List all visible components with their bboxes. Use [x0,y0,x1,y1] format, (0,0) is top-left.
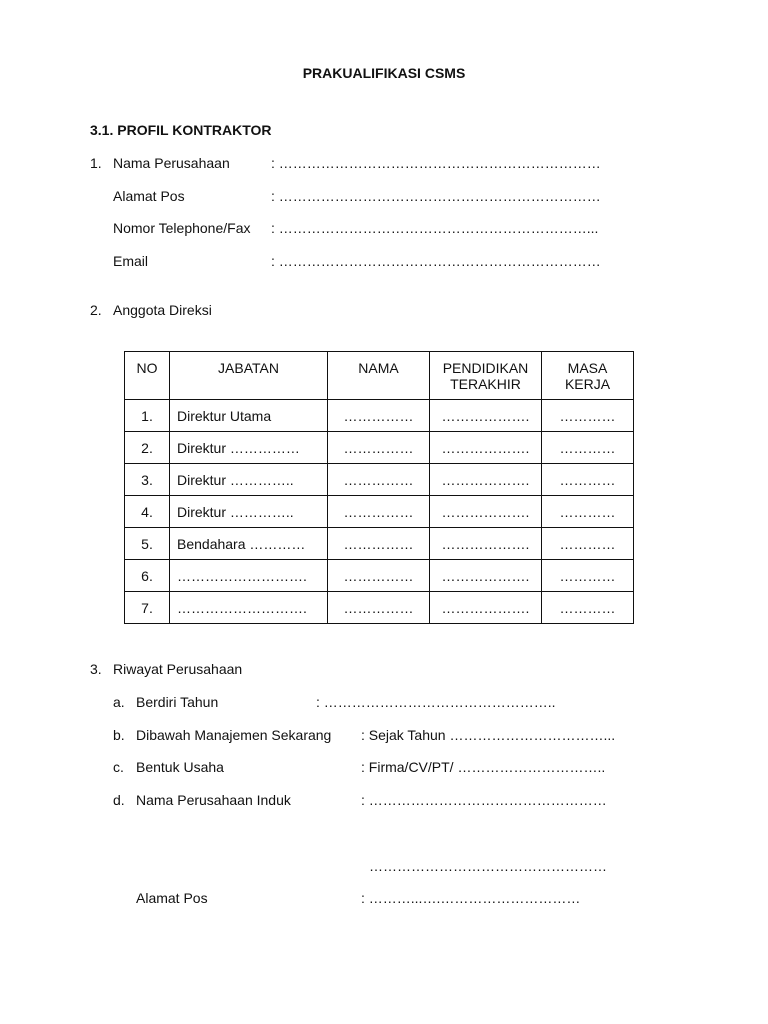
cell-pendidikan[interactable]: ………………. [430,560,542,592]
table-header-row [125,352,634,400]
cell-nama[interactable]: …………… [328,528,430,560]
header-nama: NAMA [328,352,430,400]
manajemen-sekarang-label: Dibawah Manajemen Sekarang [136,727,332,743]
page-title: PRAKUALIFIKASI CSMS [302,65,466,81]
perusahaan-induk-label: Nama Perusahaan Induk [136,792,291,808]
cell-nama[interactable]: …………… [328,592,430,624]
header-pendidikan-terakhir: PENDIDIKAN TERAKHIR [430,352,542,400]
cell-pendidikan[interactable]: ………………. [430,464,542,496]
cell-nama[interactable]: …………… [328,464,430,496]
cell-nama[interactable]: …………… [328,432,430,464]
cell-masa-kerja[interactable]: ………… [542,528,634,560]
item-1-number: 1. [90,155,102,171]
subitem-b-letter: b. [113,727,125,743]
table-row [125,432,634,464]
cell-masa-kerja[interactable]: ………… [542,592,634,624]
cell-no: 2. [125,432,170,464]
table-row [125,592,634,624]
cell-no: 4. [125,496,170,528]
cell-nama[interactable]: …………… [328,496,430,528]
cell-nama[interactable]: …………… [328,400,430,432]
table-row [125,560,634,592]
berdiri-tahun-label: Berdiri Tahun [136,694,219,710]
item-3-number: 3. [90,661,102,677]
subitem-a-letter: a. [113,694,125,710]
cell-no: 7. [125,592,170,624]
table-row [125,496,634,528]
header-no: NO [125,352,170,400]
telephone-fax-field[interactable]: : …………………………………………………………... [271,220,599,236]
table-row [125,400,634,432]
cell-jabatan[interactable]: Bendahara ………… [170,528,328,560]
manajemen-sekarang-field[interactable]: : Sejak Tahun ……………………………... [361,727,616,743]
alamat-pos-induk-field[interactable]: : ………...….………………………… [361,890,581,906]
cell-no: 1. [125,400,170,432]
email-label: Email [113,253,149,269]
cell-jabatan[interactable]: Direktur ………….. [170,496,328,528]
cell-jabatan[interactable]: ………………………. [170,592,328,624]
header-jabatan: JABATAN [170,352,328,400]
nama-perusahaan-field[interactable]: : …………………………………………………………… [271,155,601,171]
cell-pendidikan[interactable]: ………………. [430,496,542,528]
cell-masa-kerja[interactable]: ………… [542,560,634,592]
cell-nama[interactable]: …………… [328,560,430,592]
cell-masa-kerja[interactable]: ………… [542,464,634,496]
cell-pendidikan[interactable]: ………………. [430,592,542,624]
cell-no: 5. [125,528,170,560]
bentuk-usaha-label: Bentuk Usaha [136,759,224,775]
direksi-table [124,351,634,624]
alamat-pos-field[interactable]: : …………………………………………………………… [271,188,601,204]
header-masa-kerja: MASA KERJA [542,352,634,400]
riwayat-perusahaan-label: Riwayat Perusahaan [113,661,243,677]
item-2-number: 2. [90,302,102,318]
cell-jabatan[interactable]: Direktur ………….. [170,464,328,496]
cell-pendidikan[interactable]: ………………. [430,400,542,432]
perusahaan-induk-field[interactable]: : …………………………………………… [361,792,607,808]
anggota-direksi-label: Anggota Direksi [113,302,212,318]
cell-jabatan[interactable]: ………………………. [170,560,328,592]
alamat-pos-label: Alamat Pos [113,188,185,204]
nama-perusahaan-label: Nama Perusahaan [113,155,230,171]
cell-pendidikan[interactable]: ………………. [430,432,542,464]
cell-masa-kerja[interactable]: ………… [542,496,634,528]
table-row [125,464,634,496]
bentuk-usaha-field[interactable]: : Firma/CV/PT/ ………………………….. [361,759,606,775]
subitem-d-letter: d. [113,792,125,808]
cell-pendidikan[interactable]: ………………. [430,528,542,560]
berdiri-tahun-field[interactable]: : ………………………………………….. [316,694,556,710]
email-field[interactable]: : …………………………………………………………… [271,253,601,269]
cell-no: 3. [125,464,170,496]
alamat-pos-induk-label: Alamat Pos [136,890,208,906]
perusahaan-induk-continuation-field[interactable]: …………………………………………… [369,858,607,874]
cell-masa-kerja[interactable]: ………… [542,400,634,432]
subitem-c-letter: c. [113,759,124,775]
table-row [125,528,634,560]
cell-jabatan[interactable]: Direktur Utama [170,400,328,432]
telephone-fax-label: Nomor Telephone/Fax [113,220,251,236]
cell-no: 6. [125,560,170,592]
section-heading: 3.1. PROFIL KONTRAKTOR [90,122,272,138]
cell-jabatan[interactable]: Direktur …………… [170,432,328,464]
cell-masa-kerja[interactable]: ………… [542,432,634,464]
